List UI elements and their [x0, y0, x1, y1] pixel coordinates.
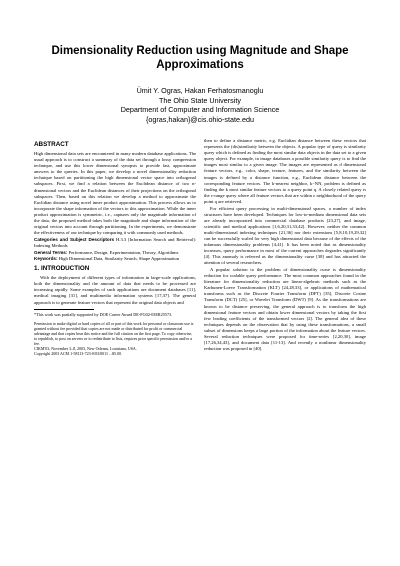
right-paragraph-2: For efficient query processing in multi-dimensional spaces, a number of index structures have been developed. Techniques for low-to-medium dimensional data sets are already incorporated into commercial database products [23,27], and image, scientific and medical applications [1,6,20,31,33,42]. However, neither the common multi-dimensional indexing techniques [21,36] nor their extensions [5,8,10,19,29,32] can be successfully scaled for very high dimensional data because of the effects of the infamous dimensionality problems [4,41]. It has been noted that as dimensionality increases, query performance in most of the current approaches degrades significantly [4]. This anomaly is referred as the dimensionality curse [38] and has attracted the attention of several researchers. — [204, 205, 366, 266]
general-terms — [34, 250, 196, 256]
right-paragraph-3: A popular solution to the problem of dimensionality curse is dimensionality reduction for scalable query performance. The most common approaches found in the literature for dimensionality reduction are linear-algebraic methods such as the Karhunen-Loeve Transformation (KLT) [24,28,33], or applications of mathematical transforms such as the Discrete Fourier Transform (DFT) [35], Discrete Cosine Transform (DCT) [25], or Wavelet Transform (DWT) [9]. As the transformations are known to be distance preserving, the general approach is to transform the high dimensional feature vectors and obtain lower dimensional vectors by taking the first few leading coefficients of the transformed vectors [2]. The general idea of these techniques depends on the observation that by using these transformations, a small subset of dimensions keeps a large portion of the information about the feature vectors. Several reduction techniques were proposed for time-series [2,20,30], image [17,26,34,43], and document data [11-13]. And recently a nonlinear dimensionality reduction was proposed in [40]. — [204, 266, 366, 352]
left-column — [34, 138, 196, 356]
general-terms-label: General Terms: — [34, 249, 68, 255]
author-email: {ogras,hakan}@cis.ohio-state.edu — [146, 114, 254, 124]
paper-title: Dimensionality Reduction using Magnitude and Shape Approximations — [51, 45, 349, 71]
permission-text: Permission to make digital or hard copies of all or part of this work for personal or classroom use is granted without fee provided that copies are not made or distributed for profit or commercial advantage and that copies bear this notice and the full citation on the first page. To copy otherwise, to republish, to post on servers or to redistribute to lists, requires prior specific permission and/or a fee. — [34, 320, 194, 346]
copyright-line: Copyright 2003 ACM 1-58113-723-0/03/0011 ...$5.00. — [34, 350, 123, 356]
right-column — [204, 138, 366, 353]
conference-line: CIKM'03, November 3–8, 2003, New Orleans, Louisiana, USA. — [34, 345, 137, 351]
abstract-heading: ABSTRACT — [34, 141, 69, 148]
footnote: *This work was partially supported by DOE Career Award DE-FG02-03ER25573. — [34, 311, 173, 317]
author-block — [40, 86, 360, 124]
abstract-text: High dimensional data sets are encountered in many modern database applications. The usual approach is to construct a summary of the data set through a lossy compression technique, and use this lower dimensional synopsis to provide fast, approximate answers to the queries. In this paper, we develop a novel dimensionality reduction technique based on partitioning the high dimensional vector space into orthogonal subspaces. First, we find a relation between the Euclidean distance of two n-dimensional vectors and the Euclidean distances of their projections on the orthogonal subspaces. Then, based on this relation we develop a method to approximate the Euclidian distance using novel inner product approximation. This process allows us to incorporate the shape information of the vectors to this approximation. While the inner product approximation is symmetric, i.e., captures only the magnitude information of the data, the proposed method takes both the magnitude and shape information of the original vectors into account through partitioning. In the experiments, we demonstrate the effectiveness of our technique by comparing it with commonly used methods. — [34, 151, 196, 236]
footnote-rule — [34, 309, 94, 310]
intro-paragraph: With the deployment of different types of information in large-scale applications, both the dimensionality and the amount of data that needs to be processed are increasing rapidly. Some examples of such applications are document databases [11], medical imaging [31], and multimedia information systems [17,37]. The general approach is to generate feature vectors that represent the original data objects and — [34, 275, 196, 305]
categories-text: H.3.3 [Information Search and Retrieval]: Indexing Methods — [34, 236, 196, 248]
author-names: Ümit Y. Ogras, Hakan Ferhatosmanoglu — [136, 86, 264, 95]
keywords-text: High Dimensional Data, Similarity Search, Shape Approximation — [58, 256, 180, 262]
author-university: The Ohio State University — [159, 95, 241, 105]
author-department: Department of Computer and Information Science — [120, 105, 280, 114]
right-paragraph-1: then to define a distance metric, e.g. Euclidian distance between these vectors that represents the (dis)similarity between the objects. A popular type of query is similarity query which is defined as finding the most similar data objects in the data set to a given query object. For example, in image databases a possible similarity query is to find the images most similar to a given image. The images are represented as d dimensional feature vectors, e.g., color, shape, texture, features, and the similarity between the images is defined by a distance function, e.g., Euclidean distance between the corresponding feature vectors. The k-nearest neighbor, k−NN, problem is defined as finding the k most similar feature vectors to a query point q. A closely related query is the ε-range query where all feature vectors that are within ε neighborhood of the query point q are retrieved. — [204, 138, 366, 204]
general-terms-text: Performance, Design, Experimentation, Theory, Algorithms — [68, 249, 179, 255]
intro-heading: 1. INTRODUCTION — [34, 265, 90, 273]
keywords-label: Keywords: — [34, 256, 58, 262]
permission-notice — [34, 321, 196, 356]
keywords — [34, 256, 196, 262]
categories-label: Categories and Subject Descriptors — [34, 236, 115, 242]
categories — [34, 237, 196, 249]
